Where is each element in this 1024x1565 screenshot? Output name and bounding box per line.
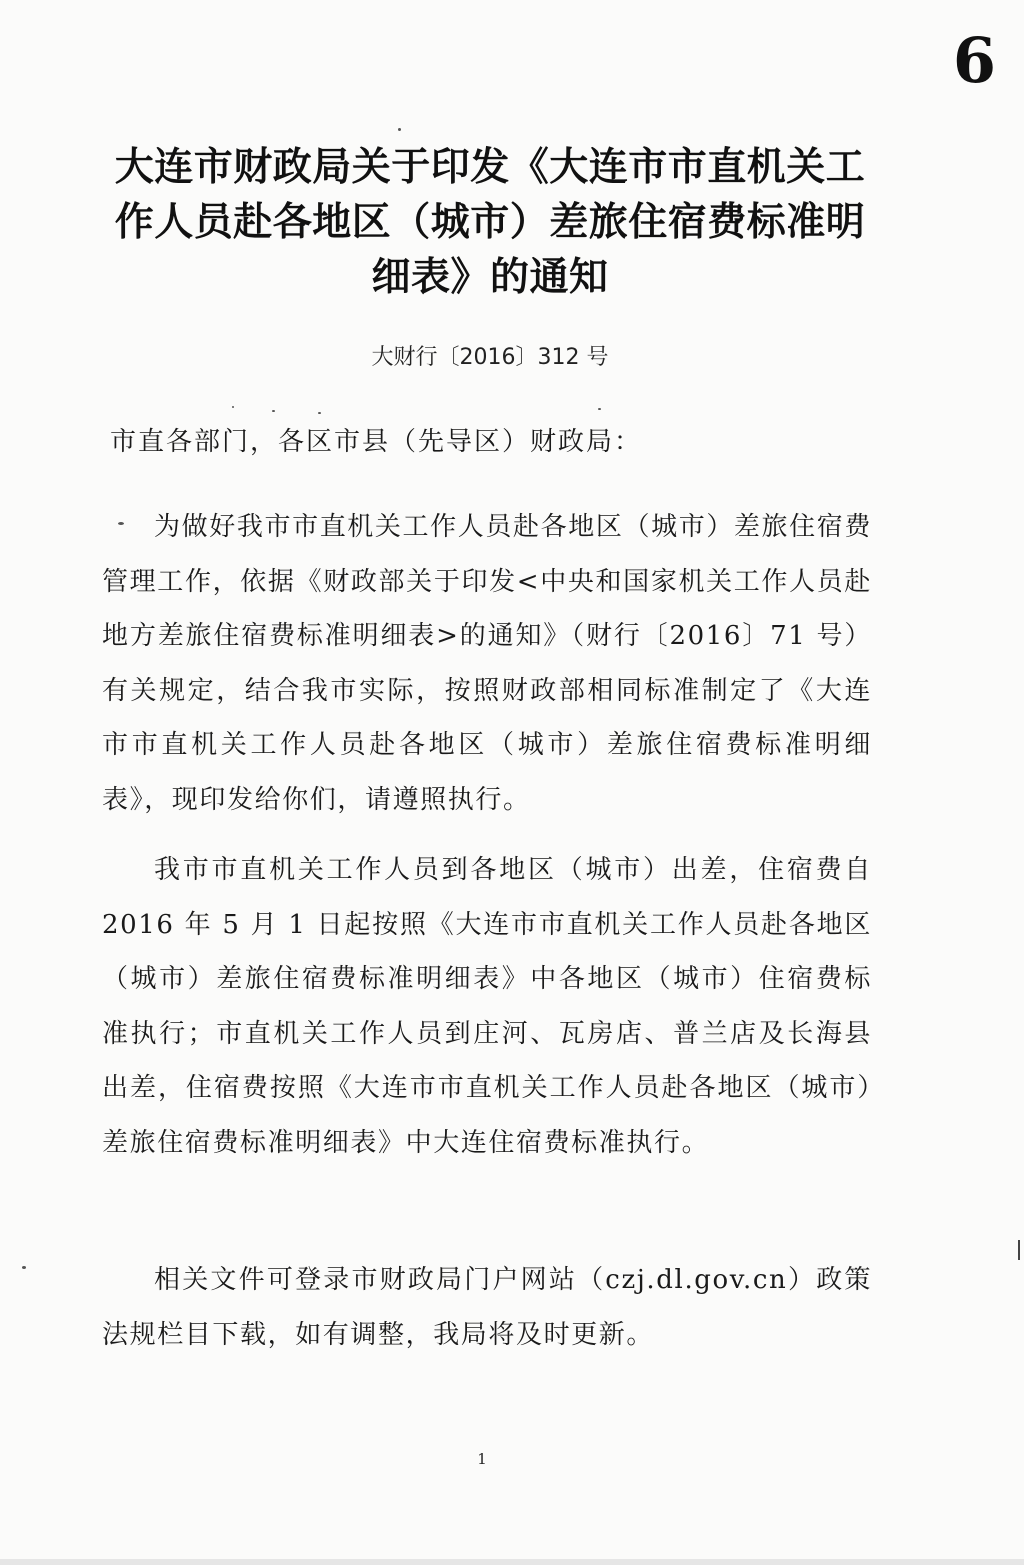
scan-speck	[272, 410, 275, 412]
scan-bottom-edge	[0, 1559, 1024, 1565]
page-number: 1	[477, 1450, 487, 1468]
scan-speck	[398, 128, 401, 131]
paragraph-download-info: 相关文件可登录市财政局门户网站（czj.dl.gov.cn）政策法规栏目下载，如有调整，我局将及时更新。	[102, 1265, 872, 1350]
document-number: 大财行〔2016〕312 号	[371, 345, 609, 370]
handwritten-page-marker: 6	[952, 24, 996, 97]
document-title: 大连市财政局关于印发《大连市市直机关工作人员赴各地区（城市）差旅住宿费标准明细表》的通知	[114, 145, 866, 300]
scan-speck	[232, 406, 234, 408]
scan-speck	[318, 412, 321, 414]
scan-speck	[118, 522, 124, 525]
paragraph-standards: 我市市直机关工作人员到各地区（城市）出差，住宿费自 2016 年 5 月 1 日起按照《大连市市直机关工作人员赴各地区（城市）差旅住宿费标准明细表》中各地区（城市）住宿费标准执行；市直机关工作人员到庄河、瓦房店、普兰店及长海县出差，住宿费按照《大连市市直机关工作人员赴各地区（城市）差旅住宿费标准明细表》中大连住宿费标准执行。	[102, 855, 872, 1158]
salutation: 市直各部门，各区市县（先导区）财政局：	[110, 427, 643, 457]
scan-speck	[598, 408, 601, 410]
paragraph-purpose: 为做好我市市直机关工作人员赴各地区（城市）差旅住宿费管理工作，依据《财政部关于印发<中央和国家机关工作人员赴地方差旅住宿费标准明细表>的通知》（财行〔2016〕71 号）有关规定，结合我市实际，按照财政部相同标准制定了《大连市市直机关工作人员赴各地区（城市）差旅住宿费标准明细表》，现印发给你们，请遵照执行。	[102, 512, 872, 815]
scan-edge-mark	[1018, 1240, 1020, 1260]
scan-speck	[22, 1266, 26, 1269]
